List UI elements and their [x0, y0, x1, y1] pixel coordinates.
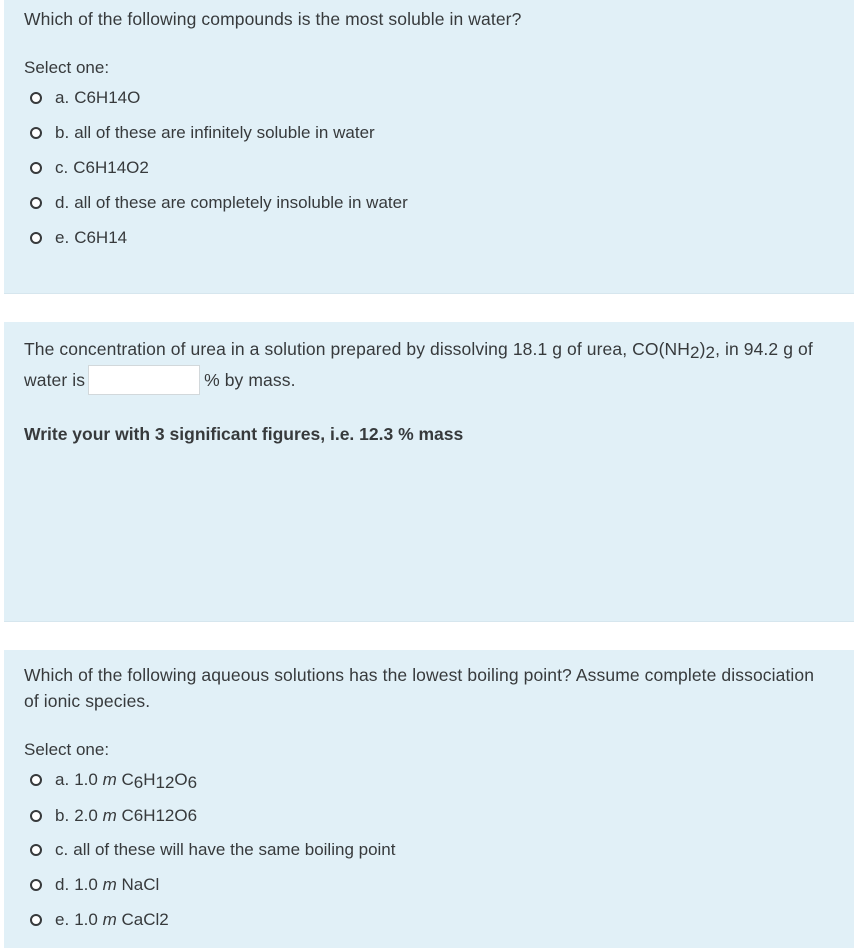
subscript: 12: [155, 773, 175, 792]
formula-element: C: [121, 770, 134, 789]
option-c[interactable]: [30, 156, 149, 180]
subscript: 6: [133, 773, 144, 792]
option-letter: d.: [55, 193, 70, 212]
instruction-note: Write your with 3 significant figures, i.e. 12.3 % mass: [24, 424, 464, 444]
question-card-2: [4, 322, 854, 622]
option-b[interactable]: [30, 121, 375, 145]
molality-unit: m: [102, 806, 117, 825]
option-d[interactable]: [30, 873, 159, 897]
option-e[interactable]: [30, 908, 169, 932]
radio-button[interactable]: [30, 810, 42, 822]
formula: C6H12O6: [121, 806, 198, 825]
concentration: 1.0: [74, 770, 98, 789]
option-letter: c.: [55, 840, 69, 859]
option-text: all of these will have the same boiling point: [73, 840, 396, 859]
select-one-prompt: Select one:: [24, 740, 110, 759]
concentration: 2.0: [74, 806, 98, 825]
radio-button[interactable]: [30, 197, 42, 209]
option-letter: a.: [55, 88, 70, 107]
question-text-part: The concentration of urea in a solution prepared by dissolving 18.1 g of urea, CO(NH: [24, 339, 690, 359]
question-card-1: [4, 0, 854, 294]
subscript: 6: [187, 773, 198, 792]
radio-button[interactable]: [30, 879, 42, 891]
formula: [121, 770, 197, 790]
option-letter: b.: [55, 123, 70, 142]
option-text: C6H14O: [74, 88, 141, 107]
question-text: Which of the following compounds is the most soluble in water?: [24, 9, 522, 29]
formula: NaCl: [121, 875, 160, 894]
unit-label: % by mass.: [204, 370, 296, 390]
question-text-part: ): [699, 339, 706, 359]
molality-unit: m: [102, 875, 117, 894]
formula: CaCl2: [121, 910, 169, 929]
answer-input[interactable]: [88, 365, 200, 395]
option-e[interactable]: [30, 226, 127, 250]
radio-button[interactable]: [30, 774, 42, 786]
option-text: all of these are completely insoluble in water: [74, 193, 408, 212]
radio-button[interactable]: [30, 127, 42, 139]
question-text-part: , in 94.2 g of water is: [24, 339, 813, 390]
concentration: 1.0: [74, 910, 98, 929]
option-b[interactable]: [30, 804, 197, 828]
radio-button[interactable]: [30, 162, 42, 174]
radio-button[interactable]: [30, 92, 42, 104]
option-letter: d.: [55, 875, 70, 894]
molality-unit: m: [102, 910, 117, 929]
select-one-prompt: Select one:: [24, 58, 110, 77]
subscript: 2: [690, 343, 700, 362]
option-letter: a.: [55, 770, 70, 789]
option-a[interactable]: [30, 768, 197, 792]
option-d[interactable]: [30, 191, 408, 215]
option-letter: c.: [55, 158, 69, 177]
concentration: 1.0: [74, 875, 98, 894]
option-a[interactable]: [30, 86, 140, 110]
option-letter: b.: [55, 806, 70, 825]
radio-button[interactable]: [30, 914, 42, 926]
question-text: Which of the following aqueous solutions has the lowest boiling point? Assume complete dissociation of ionic species.: [24, 665, 815, 711]
radio-button[interactable]: [30, 232, 42, 244]
molality-unit: m: [102, 770, 117, 789]
question-card-3: [4, 650, 854, 948]
subscript: 2: [705, 343, 716, 362]
option-text: all of these are infinitely soluble in water: [74, 123, 375, 142]
option-letter: e.: [55, 910, 70, 929]
radio-button[interactable]: [30, 844, 42, 856]
option-text: C6H14O2: [73, 158, 149, 177]
question-text: [24, 334, 830, 396]
option-c[interactable]: [30, 838, 395, 862]
option-letter: e.: [55, 228, 70, 247]
option-text: C6H14: [74, 228, 128, 247]
formula-element: O: [174, 770, 188, 789]
formula-element: H: [143, 770, 156, 789]
